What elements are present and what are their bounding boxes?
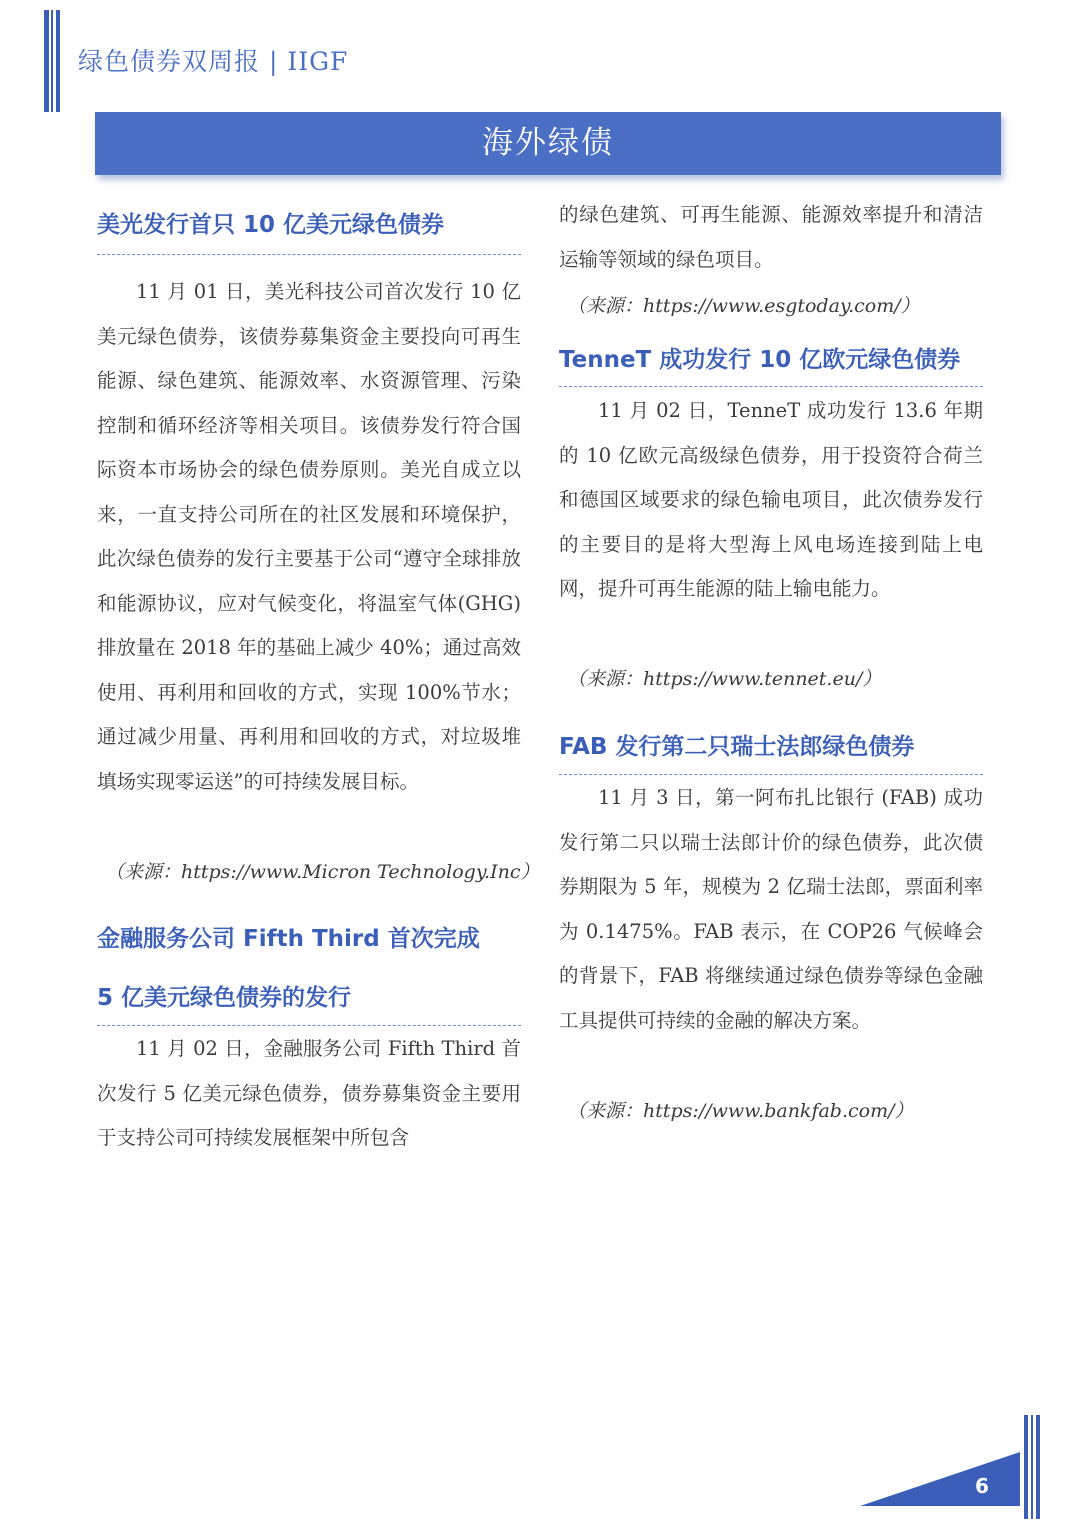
- header-bar-decoration: [56, 10, 60, 112]
- dashed-divider: [97, 254, 521, 255]
- page-number: 6: [975, 1474, 989, 1498]
- article-body: 11 月 02 日，金融服务公司 Fifth Third 首次发行 5 亿美元绿色债券，债券募集资金主要用于支持公司可持续发展框架中所包含: [97, 1037, 521, 1149]
- article-body: 11 月 01 日，美光科技公司首次发行 10 亿美元绿色债券，该债券募集资金主要投向可再生能源、绿色建筑、能源效率、水资源管理、污染控制和循环经济等相关项目。该债券发行符合国际资本市场协会的绿色债券原则。美光自成立以来，一直支持公司所在的社区发展和环境保护，此次绿色债券的发行主要基于公司“遵守全球排放和能源协议，应对气候变化，将温室气体(GHG)排放量在 2018 年的基础上减少 40%；通过高效使用、再利用和回收的方式，实现 100%节水；通过减少用量、再利用和回收的方式，对垃圾堆填场实现零运送”的可持续发展目标。: [97, 280, 521, 793]
- footer-bar-decoration: [1036, 1415, 1040, 1519]
- article-source: （来源：https://www.tennet.eu/）: [567, 668, 882, 690]
- header-bar-decoration: [51, 10, 53, 112]
- article-title: FAB 发行第二只瑞士法郎绿色债券: [559, 734, 915, 760]
- article-title: TenneT 成功发行 10 亿欧元绿色债券: [559, 347, 961, 373]
- header-bar-decoration: [44, 10, 49, 112]
- article-body-continued: 的绿色建筑、可再生能源、能源效率提升和清洁运输等领域的绿色项目。: [559, 203, 983, 271]
- article-title: 美光发行首只 10 亿美元绿色债券: [97, 212, 445, 238]
- dashed-divider: [559, 386, 983, 387]
- footer-bar-decoration: [1031, 1415, 1033, 1519]
- article-title: 5 亿美元绿色债券的发行: [97, 985, 352, 1011]
- article-title: 金融服务公司 Fifth Third 首次完成: [97, 926, 480, 952]
- article-source: （来源：https://www.bankfab.com/）: [567, 1100, 914, 1122]
- article-source: （来源：https://www.esgtoday.com/）: [567, 295, 920, 317]
- header-title: 绿色债券双周报 | IIGF: [78, 47, 349, 76]
- footer-bar-decoration: [1024, 1415, 1028, 1519]
- dashed-divider: [559, 774, 983, 775]
- footer-triangle-decoration: [860, 1452, 1020, 1506]
- article-body: 11 月 02 日，TenneT 成功发行 13.6 年期的 10 亿欧元高级绿色债券，用于投资符合荷兰和德国区域要求的绿色输电项目，此次债券发行的主要目的是将大型海上风电场连接到陆上电网，提升可再生能源的陆上输电能力。: [559, 399, 983, 600]
- dashed-divider: [97, 1025, 521, 1026]
- article-body: 11 月 3 日，第一阿布扎比银行 (FAB) 成功发行第二只以瑞士法郎计价的绿色债券，此次债券期限为 5 年，规模为 2 亿瑞士法郎，票面利率为 0.1475%。FAB 表示，在 COP26 气候峰会的背景下，FAB 将继续通过绿色债券等绿色金融工具提供可持续的金融的解决方案。: [559, 786, 983, 1032]
- article-source: （来源：https://www.Micron Technology.Inc）: [105, 861, 540, 883]
- section-banner: 海外绿债: [95, 112, 1001, 175]
